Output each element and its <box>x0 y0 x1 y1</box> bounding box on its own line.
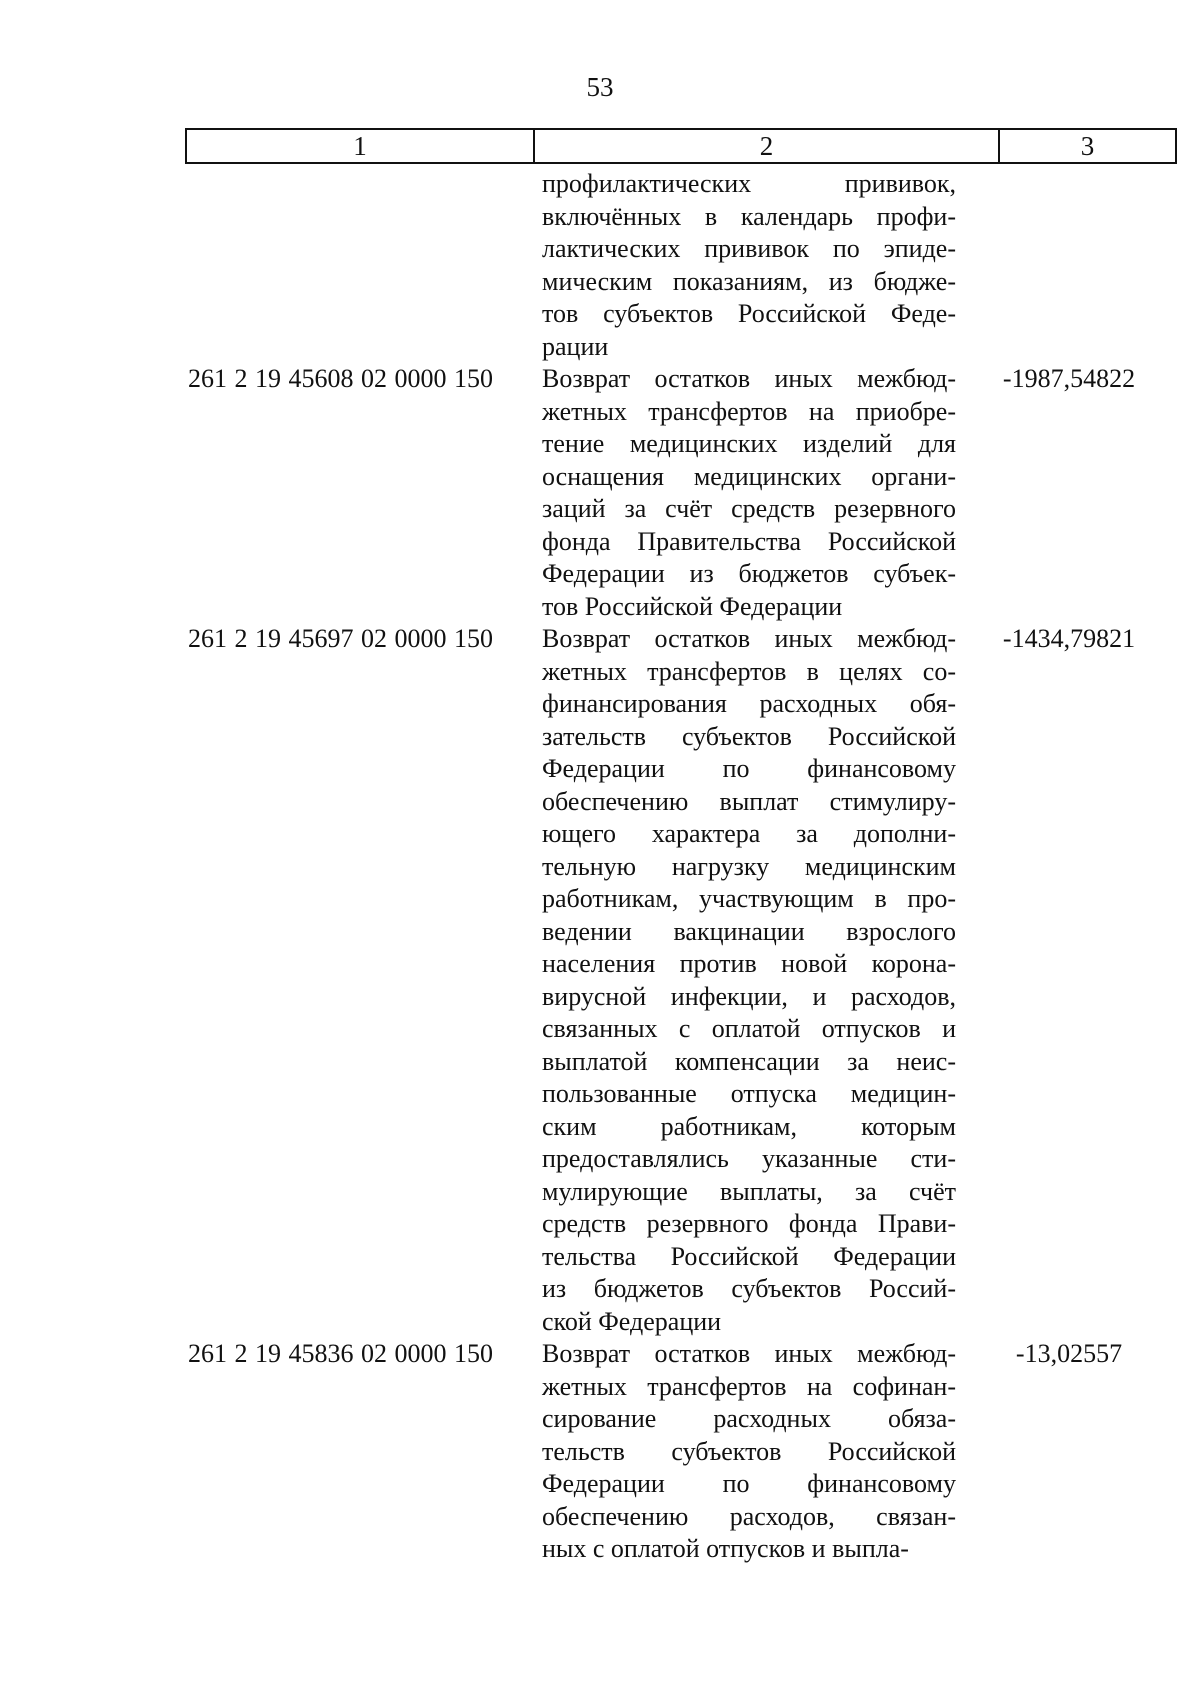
row-code: 261 2 19 45836 02 0000 150 <box>188 1339 493 1368</box>
description-line: включённых в календарь профи- <box>542 201 956 231</box>
table-header <box>185 128 1177 164</box>
description-line: тов Российской Федерации <box>542 591 843 621</box>
row-description <box>542 168 956 363</box>
description-line: населения против новой корона- <box>542 949 956 978</box>
description-line: профилактических прививок, <box>542 169 956 198</box>
description-line: пользованные отпуска медицин- <box>542 1079 956 1108</box>
description-line: фонда Правительства Российской <box>542 526 956 556</box>
description-line: тельства Российской Федерации <box>542 1241 956 1271</box>
description-line: выплатой компенсации за неис- <box>542 1046 956 1076</box>
description-line: жетных трансфертов на приобре- <box>542 396 956 426</box>
description-line: рации <box>542 331 609 361</box>
description-line: зательств субъектов Российской <box>542 721 956 751</box>
description-line: сирование расходных обяза- <box>542 1404 956 1433</box>
description-line: финансирования расходных обя- <box>542 689 956 718</box>
description-line: жетных трансфертов на софинан- <box>542 1371 956 1401</box>
row-amount: -13,02557 <box>1015 1339 1123 1368</box>
description-line: работникам, участвующим в про- <box>542 884 956 913</box>
description-line: Федерации из бюджетов субъек- <box>542 559 956 588</box>
description-line: связанных с оплатой отпусков и <box>542 1014 956 1043</box>
description-line: обеспечению выплат стимулиру- <box>542 786 956 816</box>
description-line: жетных трансфертов в целях со- <box>542 656 956 686</box>
description-line: Возврат остатков иных межбюд- <box>542 624 956 653</box>
description-line: ским работникам, которым <box>542 1111 956 1141</box>
row-description <box>542 623 956 1338</box>
description-line: ской Федерации <box>542 1306 722 1336</box>
row-amount: -1987,54822 <box>1002 364 1136 393</box>
description-line: Возврат остатков иных межбюд- <box>542 364 956 393</box>
description-line: Федерации по финансовому <box>542 1469 956 1498</box>
header-col-2: 2 <box>535 130 1000 162</box>
description-line: обеспечению расходов, связан- <box>542 1501 956 1531</box>
description-line: оснащения медицинских органи- <box>542 461 956 491</box>
description-line: тельную нагрузку медицинским <box>542 851 956 881</box>
description-line: предоставлялись указанные сти- <box>542 1144 956 1173</box>
header-col-1: 1 <box>187 130 535 162</box>
row-description <box>542 1338 956 1566</box>
description-line: Возврат остатков иных межбюд- <box>542 1339 956 1368</box>
description-line: ющего характера за дополни- <box>542 819 956 848</box>
description-line: тение медицинских изделий для <box>542 429 956 458</box>
row-description <box>542 363 956 623</box>
page-number: 53 <box>586 72 614 102</box>
description-line: ведении вакцинации взрослого <box>542 916 956 946</box>
description-line: лактических прививок по эпиде- <box>542 234 956 263</box>
description-line: заций за счёт средств резервного <box>542 494 956 523</box>
description-line: средств резервного фонда Прави- <box>542 1209 956 1238</box>
description-line: тельств субъектов Российской <box>542 1436 956 1466</box>
description-line: мическим показаниям, из бюдже- <box>542 266 956 296</box>
description-line: вирусной инфекции, и расходов, <box>542 981 956 1011</box>
row-code: 261 2 19 45697 02 0000 150 <box>188 624 493 653</box>
description-line: ных с оплатой отпусков и выпла- <box>542 1534 909 1563</box>
header-col-3: 3 <box>1080 131 1095 161</box>
description-line: тов субъектов Российской Феде- <box>542 299 956 328</box>
row-amount: -1434,79821 <box>1002 624 1136 653</box>
description-line: Федерации по финансовому <box>542 754 956 783</box>
row-code: 261 2 19 45608 02 0000 150 <box>188 364 493 393</box>
description-line: мулирующие выплаты, за счёт <box>542 1176 956 1206</box>
description-line: из бюджетов субъектов Россий- <box>542 1274 956 1303</box>
